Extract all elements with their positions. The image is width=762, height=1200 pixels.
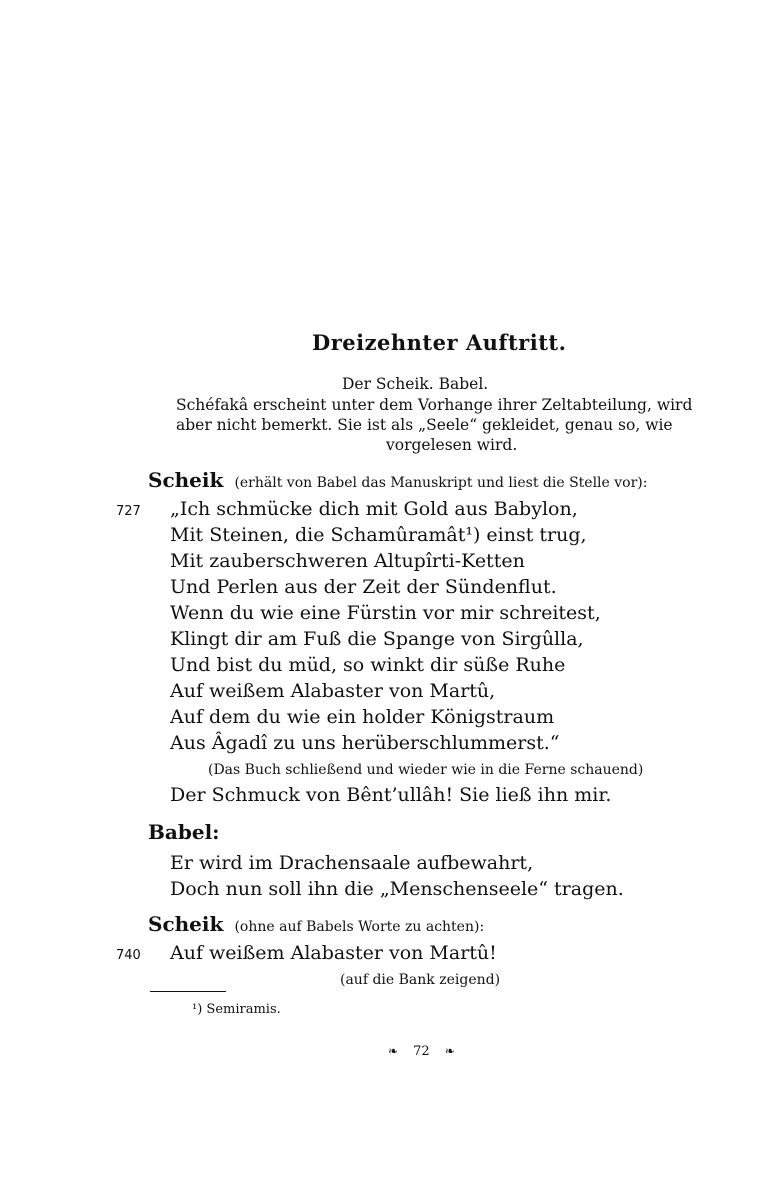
page-footer: [388, 1040, 455, 1059]
verse-line: Mit zauberschweren Altupîrti-Ketten: [170, 550, 525, 572]
persons-line: Der Scheik. Babel.: [342, 375, 489, 393]
page-number: 72: [413, 1044, 430, 1059]
line-number: 727: [116, 504, 141, 519]
inline-stage-direction: (auf die Bank zeigend): [340, 972, 501, 988]
speaker-name: Scheik: [148, 468, 224, 492]
verse-line: Doch nun soll ihn die „Menschenseele“ tragen.: [170, 878, 624, 900]
scene-title: Dreizehnter Auftritt.: [312, 330, 567, 355]
verse-line: Wenn du wie eine Fürstin vor mir schreitest,: [170, 602, 601, 624]
stage-direction-line: vorgelesen wird.: [386, 436, 518, 454]
line-number: 740: [116, 948, 141, 963]
verse-line: „Ich schmücke dich mit Gold aus Babylon,: [170, 498, 578, 520]
stage-direction-line: Schéfakâ erscheint unter dem Vorhange ihrer Zeltabteilung, wird: [176, 396, 693, 414]
speaker-heading: [148, 468, 647, 492]
verse-line: Aus Âgadî zu uns herüberschlummerst.“: [170, 732, 560, 754]
verse-line: Und bist du müd, so winkt dir süße Ruhe: [170, 654, 566, 676]
ornament-icon: ❧: [444, 1044, 455, 1058]
verse-line: Auf weißem Alabaster von Martû,: [170, 680, 496, 702]
verse-line: Und Perlen aus der Zeit der Sündenflut.: [170, 576, 557, 598]
speaker-direction: (erhält von Babel das Manuskript und liest die Stelle vor):: [234, 475, 648, 491]
footnote: ¹) Semiramis.: [192, 1002, 281, 1017]
stage-direction-line: aber nicht bemerkt. Sie ist als „Seele“ gekleidet, genau so, wie: [176, 416, 673, 434]
speaker-name: Scheik: [148, 912, 224, 936]
verse-line: Er wird im Drachensaale aufbewahrt,: [170, 852, 534, 874]
verse-line: Klingt dir am Fuß die Spange von Sirgûlla,: [170, 628, 584, 650]
verse-line: Auf weißem Alabaster von Martû!: [170, 942, 497, 964]
verse-line: Der Schmuck von Bênt’ullâh! Sie ließ ihn mir.: [170, 784, 612, 806]
speaker-name: Babel:: [148, 820, 220, 844]
verse-line: Mit Steinen, die Schamûramât¹) einst trug,: [170, 524, 587, 546]
speaker-direction: (ohne auf Babels Worte zu achten):: [234, 919, 485, 935]
ornament-icon: ❧: [388, 1044, 399, 1058]
verse-line: Auf dem du wie ein holder Königstraum: [170, 706, 555, 728]
footnote-rule: [150, 991, 226, 992]
inline-stage-direction: (Das Buch schließend und wieder wie in die Ferne schauend): [208, 762, 644, 778]
speaker-heading: [148, 912, 484, 936]
